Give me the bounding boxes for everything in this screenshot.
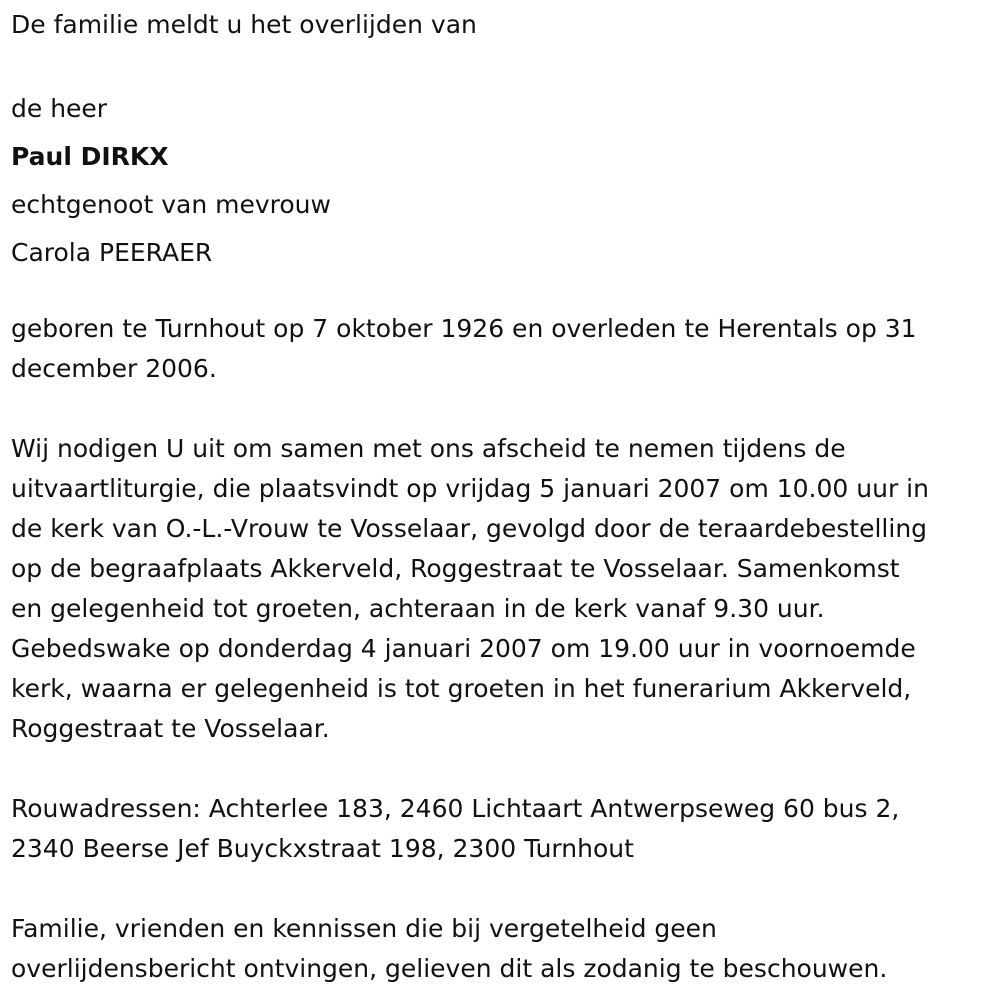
spouse-name: Carola PEERAER: [11, 238, 213, 267]
spacer: [11, 869, 991, 909]
intro-text: De familie meldt u het overlijden van: [11, 10, 477, 39]
paragraph-line: Wij nodigen U uit om samen met ons afscheid te nemen tijdens de: [11, 434, 846, 463]
spacer: [11, 389, 991, 429]
spacer: [11, 45, 991, 85]
paragraph-line: Rouwadressen: Achterlee 183, 2460 Lichtaart Antwerpseweg 60 bus 2,: [11, 794, 900, 823]
salutation: de heer: [11, 94, 108, 123]
spacer: [11, 277, 991, 309]
paragraph-line: Familie, vrienden en kennissen die bij vergetelheid geen: [11, 914, 717, 943]
spouse-label: echtgenoot van mevrouw: [11, 190, 331, 219]
obituary-document: [11, 5, 991, 989]
paragraph-line: en gelegenheid tot groeten, achteraan in de kerk vanaf 9.30 uur.: [11, 594, 825, 623]
paragraph-line: overlijdensbericht ontvingen, gelieven dit als zodanig te beschouwen.: [11, 954, 888, 983]
paragraph-line: op de begraafplaats Akkerveld, Roggestraat te Vosselaar. Samenkomst: [11, 554, 900, 583]
birth-death-paragraph: [11, 309, 991, 389]
paragraph-line: uitvaartliturgie, die plaatsvindt op vrijdag 5 januari 2007 om 10.00 uur in: [11, 474, 929, 503]
mourning-addresses-paragraph: [11, 789, 991, 869]
paragraph-line: geboren te Turnhout op 7 oktober 1926 en overleden te Herentals op 31: [11, 314, 917, 343]
invitation-paragraph: [11, 429, 991, 749]
paragraph-line: 2340 Beerse Jef Buyckxstraat 198, 2300 Turnhout: [11, 834, 634, 863]
deceased-name: Paul DIRKX: [11, 142, 169, 171]
paragraph-line: Gebedswake op donderdag 4 januari 2007 om 19.00 uur in voornoemde: [11, 634, 916, 663]
paragraph-line: december 2006.: [11, 354, 217, 383]
paragraph-line: de kerk van O.-L.-Vrouw te Vosselaar, gevolgd door de teraardebestelling: [11, 514, 928, 543]
spacer: [11, 749, 991, 789]
paragraph-line: Roggestraat te Vosselaar.: [11, 714, 330, 743]
paragraph-line: kerk, waarna er gelegenheid is tot groeten in het funerarium Akkerveld,: [11, 674, 912, 703]
closing-paragraph: [11, 909, 991, 989]
